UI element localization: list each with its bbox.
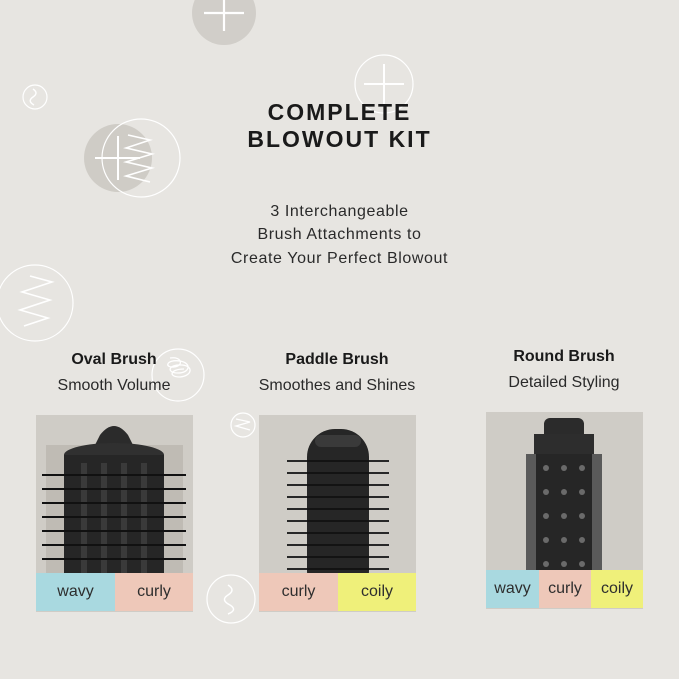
oval-brush-tag-wavy: wavy [36, 573, 115, 611]
round-brush-card [486, 412, 643, 609]
paddle-brush-tag-curly: curly [259, 573, 338, 611]
paddle-brush-card [259, 415, 416, 612]
paddle-brush-description: Smoothes and Shines [258, 377, 416, 394]
round-brush-tag-coily: coily [591, 570, 643, 608]
zigzag-bubble-left [0, 265, 73, 341]
round-brush-description: Detailed Styling [508, 374, 620, 391]
oval-brush-description: Smooth Volume [57, 377, 171, 394]
round-brush-tag-wavy: wavy [486, 570, 539, 608]
squiggle-bubble-bottom [207, 575, 255, 623]
round-brush-name: Round Brush [513, 348, 615, 365]
page-title-line-1: COMPLETE [267, 99, 412, 125]
subtitle-line-1: 3 Interchangeable [270, 203, 409, 220]
subtitle-line-2: Brush Attachments to [257, 226, 422, 243]
paddle-brush-tag-coily: coily [338, 573, 416, 611]
plus-bubble-top [192, 0, 256, 45]
round-brush-tag-curly: curly [539, 570, 591, 608]
page-title-line-2: BLOWOUT KIT [247, 126, 432, 152]
subtitle-line-3: Create Your Perfect Blowout [230, 250, 449, 267]
paddle-brush-name: Paddle Brush [285, 351, 389, 368]
oval-brush-tag-curly: curly [115, 573, 193, 611]
oval-brush-name: Oval Brush [71, 351, 157, 368]
zigzag-bubble-small [231, 413, 255, 437]
oval-brush-card [36, 415, 193, 612]
